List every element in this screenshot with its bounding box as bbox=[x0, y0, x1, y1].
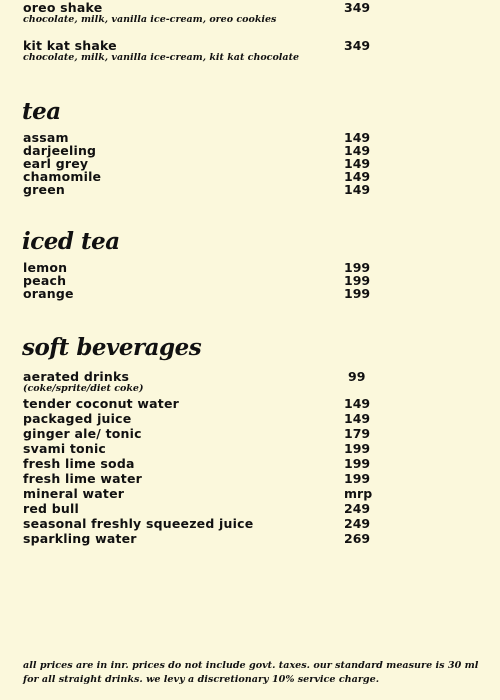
footer-note-line-2: for all straight drinks. we levy a discretionary 10% service charge. bbox=[23, 674, 380, 685]
menu-item-price: 199 bbox=[344, 260, 371, 275]
menu-item-price: 149 bbox=[344, 169, 371, 184]
menu-item-price: 149 bbox=[344, 411, 371, 426]
menu-item-price: 199 bbox=[344, 441, 371, 456]
menu-item-name: darjeeling bbox=[23, 143, 97, 158]
menu-item-price: mrp bbox=[344, 486, 373, 501]
menu-item-price: 249 bbox=[344, 501, 371, 516]
menu-item-description: chocolate, milk, vanilla ice-cream, kit kat chocolate bbox=[23, 52, 300, 63]
menu-item-price: 149 bbox=[344, 182, 371, 197]
menu-item-price: 249 bbox=[344, 516, 371, 531]
section-heading-iced-tea: iced tea bbox=[22, 228, 120, 255]
menu-item-description: (coke/sprite/diet coke) bbox=[23, 383, 144, 394]
menu-item-price: 199 bbox=[344, 286, 371, 301]
menu-item-price: 349 bbox=[344, 0, 371, 15]
menu-item-name: green bbox=[23, 182, 65, 197]
menu-item-name: fresh lime soda bbox=[23, 456, 135, 471]
menu-item-name: sparkling water bbox=[23, 531, 137, 546]
menu-item-name: svami tonic bbox=[23, 441, 107, 456]
menu-item-price: 149 bbox=[344, 396, 371, 411]
menu-item-name: seasonal freshly squeezed juice bbox=[23, 516, 254, 531]
menu-item-name: packaged juice bbox=[23, 411, 132, 426]
menu-item-price: 349 bbox=[344, 38, 371, 53]
menu-item-name: oreo shake bbox=[23, 0, 103, 15]
menu-item-price: 149 bbox=[344, 130, 371, 145]
menu-item-name: lemon bbox=[23, 260, 68, 275]
menu-item-name: earl grey bbox=[23, 156, 89, 171]
section-heading-soft-beverages: soft beverages bbox=[22, 334, 202, 361]
menu-item-name: aerated drinks bbox=[23, 369, 130, 384]
menu-item-price: 99 bbox=[348, 369, 366, 384]
menu-item-name: orange bbox=[23, 286, 74, 301]
menu-item-name: kit kat shake bbox=[23, 38, 117, 53]
section-heading-tea: tea bbox=[22, 98, 61, 125]
menu-item-name: mineral water bbox=[23, 486, 125, 501]
menu-item-name: fresh lime water bbox=[23, 471, 142, 486]
menu-item-price: 149 bbox=[344, 143, 371, 158]
menu-item-price: 179 bbox=[344, 426, 371, 441]
menu-item-name: chamomile bbox=[23, 169, 102, 184]
menu-item-name: tender coconut water bbox=[23, 396, 180, 411]
menu-item-name: ginger ale/ tonic bbox=[23, 426, 142, 441]
menu-item-price: 199 bbox=[344, 273, 371, 288]
menu-item-description: chocolate, milk, vanilla ice-cream, oreo cookies bbox=[23, 14, 277, 25]
menu-item-price: 199 bbox=[344, 456, 371, 471]
footer-note-line-1: all prices are in inr. prices do not include govt. taxes. our standard measure is 30 ml bbox=[23, 660, 479, 671]
menu-item-price: 149 bbox=[344, 156, 371, 171]
menu-item-price: 199 bbox=[344, 471, 371, 486]
menu-item-price: 269 bbox=[344, 531, 371, 546]
menu-item-name: red bull bbox=[23, 501, 79, 516]
menu-item-name: peach bbox=[23, 273, 67, 288]
menu-item-name: assam bbox=[23, 130, 69, 145]
